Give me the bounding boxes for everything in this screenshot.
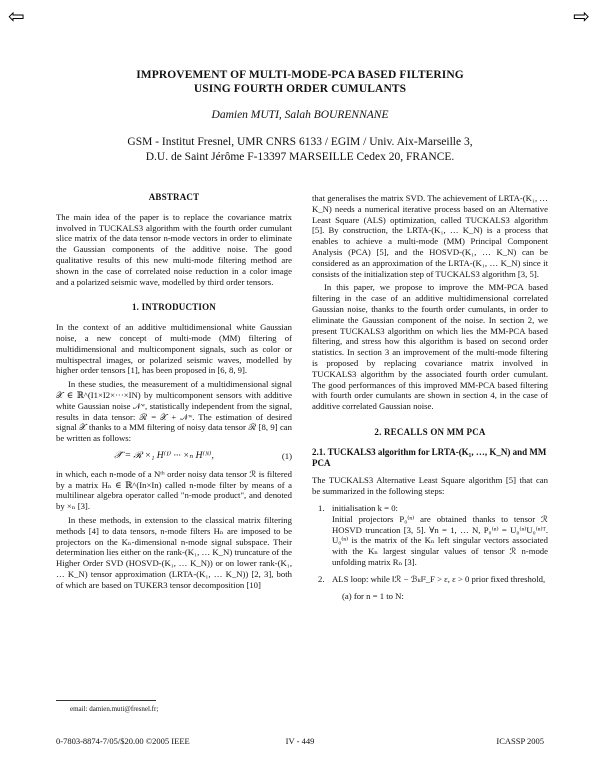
previous-page-arrow-icon[interactable]: ⇦: [8, 4, 25, 28]
algorithm-steps: [312, 503, 548, 601]
equation-number: (1): [281, 450, 292, 461]
footnote-divider: [56, 700, 156, 701]
affiliation-line-2: D.U. de Saint Jérôme F-13397 MARSEILLE Cedex 20, FRANCE.: [145, 151, 455, 163]
intro-paragraph-1: In the context of an additive multidimensional white Gaussian noise, a new concept of multi-mode (MM) filtering of multidimensional and multicomponent signals, such as color or multispectral images, or polarized seismic waves, modelled by higher order tensors [1], has been proposed in [6, 8, 9].: [56, 322, 292, 376]
subsection-heading: 2.1. TUCKALS3 algorithm for LRTA-(K₁, …, K_N) and MM PCA: [312, 446, 547, 468]
step-2-text: ALS loop: while ‖ℛ − ℬₖ‖²_F > ε, ε > 0 prior fixed threshold,: [332, 573, 546, 584]
authors: Damien MUTI, Salah BOURENNANE: [211, 109, 389, 121]
step-2a-text: (a) for n = 1 to N:: [342, 590, 404, 601]
next-page-arrow-icon[interactable]: ⇨: [573, 4, 590, 28]
paper-header: [60, 68, 540, 165]
abstract-text: The main idea of the paper is to replace the covariance matrix involved in TUCKALS3 algorithm with the fourth order cumulant slice matrix of the data tensor n-mode vectors in order to eliminate the Gaussian components of the additive noise. The good qualitative results of this new multi-mode filtering method are shown in the case of correlated noise reduction in a color image and a polarized seismic wave, modelled by third order tensors.: [56, 211, 292, 287]
title-line-1: IMPROVEMENT OF MULTI-MODE-PCA BASED FILTERING: [136, 69, 464, 81]
footer-page-number: IV - 449: [285, 736, 315, 746]
intro-paragraph-4: In these methods, in extension to the classical matrix filtering methods [4] to data tensors, n-mode filters Hₙ are imposed to be projectors on the Kₙ-dimensional n-mode signal subspace. Their determination lies either on the rank-(K₁, … K_N) truncature of the Higher Order SVD (HOSVD-(K₁, … K_N)) or on lower rank-(K₁, … K_N) tensor approximation (LRTA-(K₁, … K_N)) [2, 3], both of which are based on TUKER3 tensor decomposition [10]: [56, 514, 292, 590]
intro-paragraph-3: in which, each n-mode of a Nᵗʰ order noisy data tensor ℛ is filtered by a matrix Hₙ ∈ ℝ^(In×In) called n-mode filter by means of a multilinear algebra operator called "n-mode product", and denoted by ×ₙ [3].: [56, 468, 292, 512]
right-paragraph-2: In this paper, we propose to improve the MM-PCA based filtering in the case of an additive multidimensional correlated Gaussian noise, thanks to the fourth order cumulants, in order to eliminate the Gaussian component of the noise. In section 2, we present TUCKALS3 algorithm on which lies the MM-PCA based filtering, and stress how this algorithm is based on second order statistics. In section 3 an improvement of the multi-mode filtering is proposed by replacing covariance matrix involved in TUCKALS3 algorithm by the associated fourth order cumulant. The good performances of this improved MM-PCA based filtering with fourth order cumulants are shown in section 4, in the case of additive correlated Gaussian noise.: [312, 282, 548, 412]
step-1-text: Initial projectors P₀⁽ⁿ⁾ are obtained thanks to tensor ℛ HOSVD truncation [3, 5]. ∀n = 1, … N, P₀⁽ⁿ⁾ = U₀⁽ⁿ⁾U₀⁽ⁿ⁾ᵀ. U₀⁽ⁿ⁾ is the matrix of the Kₙ left singular vectors associated with the Kₙ largest singular values of tensor ℛ n-mode unfolding matrix Rₙ [3].: [332, 513, 548, 567]
intro-paragraph-2: In these studies, the measurement of a multidimensional signal 𝒳 ∈ ℝ^(I1×I2×···×IN) by multicomponent sensors with additive white Gaussian noise 𝒩ʷ, statistically independent from the signal, results in data tensor: ℛ = 𝒳 + 𝒩ʷ. The estimation of desired signal 𝒳 thanks to a MM filtering of noisy data tensor ℛ [8, 9] can be written as follows:: [56, 379, 292, 444]
right-paragraph-1: that generalises the matrix SVD. The achievement of LRTA-(K₁, … K_N) needs a numerical iterative process based on an Alternative Least Square (ALS) optimization, called TUCKALS3 algorithm [5]. By construction, the LRTA-(K₁, … K_N) is a process that enables to achieve a multi-mode (MM) Principal Component Analysis (PCA) [5], and the HOSVD-(K₁, … K_N) can be considered as an approximation of the LRTA-(K₁, … K_N) since it consists of the initialization step of TUCKALS3 algorithm [3, 5].: [312, 193, 548, 279]
footnote-email: email: damien.muti@fresnel.fr;: [70, 705, 159, 713]
step-1-title: initialisation k = 0:: [332, 502, 398, 513]
abstract-heading: ABSTRACT: [148, 192, 200, 202]
algorithm-step-2: [312, 574, 548, 602]
right-paragraph-3: The TUCKALS3 Alternative Least Square algorithm [5] that can be summarized in the following steps:: [312, 475, 548, 497]
affiliation: [60, 135, 540, 165]
introduction-heading: 1. INTRODUCTION: [131, 302, 216, 313]
step-2-marker: 2.: [318, 573, 325, 584]
equation-body: 𝒳̂ = ℛ ×₁ H⁽¹⁾ ··· ×ₙ H⁽ᴺ⁾,: [114, 450, 214, 461]
paper-title: [60, 68, 540, 96]
footer-copyright: 0-7803-8874-7/05/$20.00 ©2005 IEEE: [56, 736, 190, 746]
algorithm-step-1: [312, 503, 548, 568]
left-column: [56, 192, 292, 594]
title-line-2: USING FOURTH ORDER CUMULANTS: [193, 83, 407, 95]
step-1-marker: 1.: [318, 502, 325, 513]
equation-1: [56, 451, 292, 462]
recalls-heading: 2. RECALLS ON MM PCA: [374, 426, 486, 437]
footer-conference: ICASSP 2005: [496, 736, 544, 746]
right-column: [312, 193, 548, 607]
affiliation-line-1: GSM - Institut Fresnel, UMR CNRS 6133 / EGIM / Univ. Aix-Marseille 3,: [127, 136, 473, 148]
